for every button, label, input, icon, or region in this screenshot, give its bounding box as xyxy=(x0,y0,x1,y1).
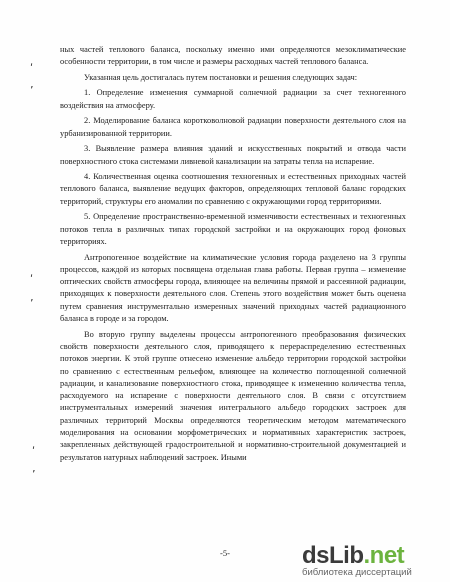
watermark-logo xyxy=(302,542,404,570)
watermark-caption: библиотека диссертаций xyxy=(302,567,412,578)
margin-mark: ʼ xyxy=(32,468,36,481)
margin-mark: ʼ xyxy=(30,297,34,310)
logo-domain: .net xyxy=(363,542,405,569)
task-item: 5. Определение пространственно-временной изменчивости естественных и техногенных потоков тепла в различных типах городской застройки и на окружающих город фоновых территориях. xyxy=(60,212,406,246)
paragraph: ных частей теплового баланса, поскольку именно ими определяются мезоклиматические особенности территории, в том числе и размеры расходных частей теплового баланса. xyxy=(60,45,406,67)
margin-mark: ʼ xyxy=(30,84,34,97)
page-number: -5- xyxy=(220,548,230,558)
paragraph: Указанная цель достигалась путем постановки и решения следующих задач: xyxy=(84,72,358,82)
margin-mark: ʹ xyxy=(30,273,34,286)
task-item: 3. Выявление размера влияния зданий и искусственных покрытий и отвода части поверхностного стока системами ливневой канализации на затраты тепла на испарение. xyxy=(60,144,406,166)
task-item: 1. Определение изменения суммарной солнечной радиации за счет техногенного воздействия на атмосферу. xyxy=(60,88,406,110)
paragraph: Антропогенное воздействие на климатические условия города разделено на 3 группы процессов, каждой из которых посвящена отдельная глава работы. Первая группа – изменение оптических свойств атмосферы города, влияющее на величины прямой и рассеянной радиации, приходящих к поверхности деятельного слоя. Степень этого воздействия может быть оценена путем сравнения инструментально измеренных значений приходных частей радиационного баланса в городе и за городом. xyxy=(60,252,406,324)
margin-mark: ʹ xyxy=(32,445,36,458)
document-body xyxy=(60,44,406,467)
logo-text: dsLib xyxy=(302,542,364,569)
margin-mark: ʹ xyxy=(30,62,34,75)
paragraph: Во вторую группу выделены процессы антропогенного преобразования физических свойств поверхности деятельного слоя, приводящего к перераспределению естественных потоков энергии. К этой группе отнесено изменение альбедо территории городской застройки по сравнению с естественным рельефом, влияющее на количество поглощенной солнечной радиации, и канализование поверхностного стока, приводящее к изменению количества тепла, расходуемого на испарение с поверхности деятельного слоя. В связи с отсутствием инструментальных измерений значения интегрального альбедо городских застроек для различных территорий Москвы определяются теоретическим методом математического моделирования на основании морфометрических и нормативных характеристик застроек, закрепленных действующей градостроительной и нормативно-строительной документацией и результатов натурных наблюдений застроек. Иными xyxy=(60,329,406,462)
task-item: 4. Количественная оценка соотношения техногенных и естественных приходных частей теплового баланса, выявление ведущих факторов, определяющих тепловой баланс городских территорий, структуры его аномалии по сравнению с окружающими город территориями. xyxy=(60,172,406,206)
task-item: 2. Моделирование баланса коротковолновой радиации поверхности деятельного слоя на урбанизированной территории. xyxy=(60,116,406,138)
watermark[interactable] xyxy=(302,534,442,578)
